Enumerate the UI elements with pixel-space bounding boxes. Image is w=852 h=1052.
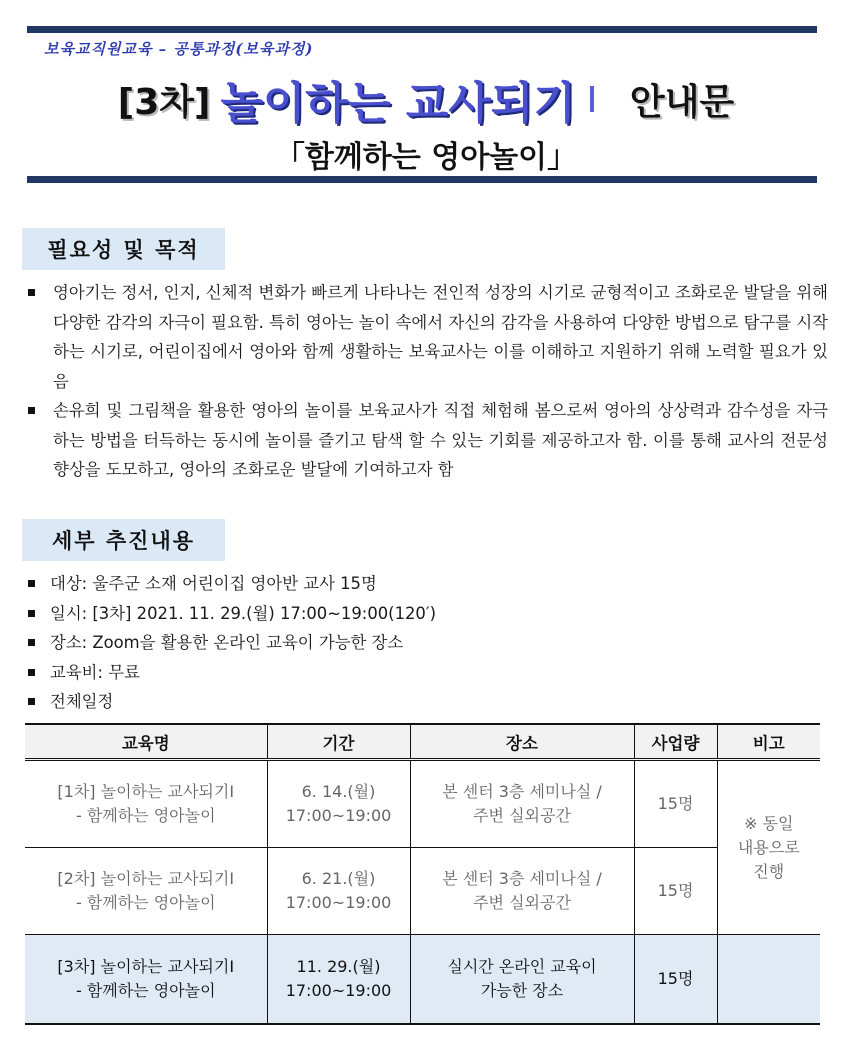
- cell-period: 6. 14.(월) 17:00~19:00: [267, 760, 410, 848]
- purpose-paragraph-text: 손유희 및 그림책을 활용한 영아의 놀이를 보육교사가 직접 체험해 봄으로써 영아의 상상력과 감수성을 자극하는 방법을 터득하는 동시에 놀이를 즐기고 탐색 할 수 있는 기회를 제공하고자 함. 이를 통해 교사의 전문성 향상을 도모하고, 영아의 조화로운 발달에 기여하고자 함: [53, 401, 828, 479]
- cell-place: 본 센터 3층 세미나실 / 주변 실외공간: [410, 760, 634, 848]
- detail-list: [28, 569, 818, 717]
- square-bullet-icon: [28, 639, 35, 646]
- list-item: [28, 569, 818, 599]
- cell-amount: 15명: [634, 760, 717, 848]
- square-bullet-icon: [28, 669, 35, 676]
- section-heading-purpose: 필요성 및 목적: [22, 228, 225, 270]
- cell-note: ※ 동일 내용으로 진행: [717, 760, 820, 935]
- bottom-rule: [27, 176, 817, 183]
- title-subtitle: 「함께하는 영아놀이」: [274, 140, 578, 175]
- purpose-paragraph-2: [28, 396, 828, 485]
- purpose-paragraph-text: 영아기는 정서, 인지, 신체적 변화가 빠르게 나타나는 전인적 성장의 시기로 균형적이고 조화로운 발달을 위해 다양한 감각의 자극이 필요함. 특히 영아는 놀이 속에서 자신의 감각을 사용하여 다양한 방법으로 탐구를 시작하는 시기로, 어린이집에서 영아와 함께 생활하는 보육교사는 이를 이해하고 지원하기 위해 노력할 필요가 있음: [53, 283, 828, 391]
- cell-place: 실시간 온라인 교육이 가능한 장소: [410, 935, 634, 1025]
- square-bullet-icon: [28, 580, 35, 587]
- cell-amount: 15명: [634, 848, 717, 935]
- list-item: [28, 599, 818, 629]
- title-main: 놀이하는 교사되기: [220, 78, 576, 129]
- list-item: [28, 658, 818, 688]
- cell-place: 본 센터 3층 세미나실 / 주변 실외공간: [410, 848, 634, 935]
- detail-place: 장소: Zoom을 활용한 온라인 교육이 가능한 장소: [50, 633, 404, 652]
- cell-note-empty: [717, 935, 820, 1025]
- course-category-label: 보육교직원교육 – 공통과정(보육과정): [44, 40, 314, 58]
- col-header-name: 교육명: [25, 724, 267, 760]
- title-line: [0, 64, 852, 134]
- col-header-place: 장소: [410, 724, 634, 760]
- col-header-note: 비고: [717, 724, 820, 760]
- title-roman-one-mark: [590, 86, 594, 112]
- col-header-amount: 사업량: [634, 724, 717, 760]
- table-row: [25, 760, 820, 848]
- detail-target: 대상: 울주군 소재 어린이집 영아반 교사 15명: [50, 574, 377, 593]
- cell-amount: 15명: [634, 935, 717, 1025]
- cell-course-name: [1차] 놀이하는 교사되기Ⅰ - 함께하는 영아놀이: [25, 760, 267, 848]
- col-header-period: 기간: [267, 724, 410, 760]
- list-item: [28, 687, 818, 717]
- square-bullet-icon: [28, 289, 35, 296]
- cell-period: 6. 21.(월) 17:00~19:00: [267, 848, 410, 935]
- schedule-table: [25, 723, 820, 1025]
- cell-course-name: [3차] 놀이하는 교사되기Ⅰ - 함께하는 영아놀이: [25, 935, 267, 1025]
- detail-fee: 교육비: 무료: [50, 662, 140, 682]
- square-bullet-icon: [28, 407, 35, 414]
- table-row: [25, 848, 820, 935]
- square-bullet-icon: [28, 610, 35, 617]
- square-bullet-icon: [28, 698, 35, 705]
- title-round: [3차]: [117, 81, 211, 123]
- top-rule: [27, 26, 817, 33]
- cell-course-name: [2차] 놀이하는 교사되기Ⅰ - 함께하는 영아놀이: [25, 848, 267, 935]
- cell-period: 11. 29.(월) 17:00~19:00: [267, 935, 410, 1025]
- table-header-row: [25, 724, 820, 760]
- detail-schedule: 전체일정: [50, 692, 114, 711]
- table-row-highlighted: [25, 935, 820, 1025]
- title-notice: 안내문: [629, 81, 735, 123]
- detail-datetime: 일시: [3차] 2021. 11. 29.(월) 17:00~19:00(120′): [50, 603, 436, 623]
- section-heading-details: 세부 추진내용: [22, 519, 225, 561]
- list-item: [28, 628, 818, 658]
- purpose-paragraph-1: [28, 278, 828, 396]
